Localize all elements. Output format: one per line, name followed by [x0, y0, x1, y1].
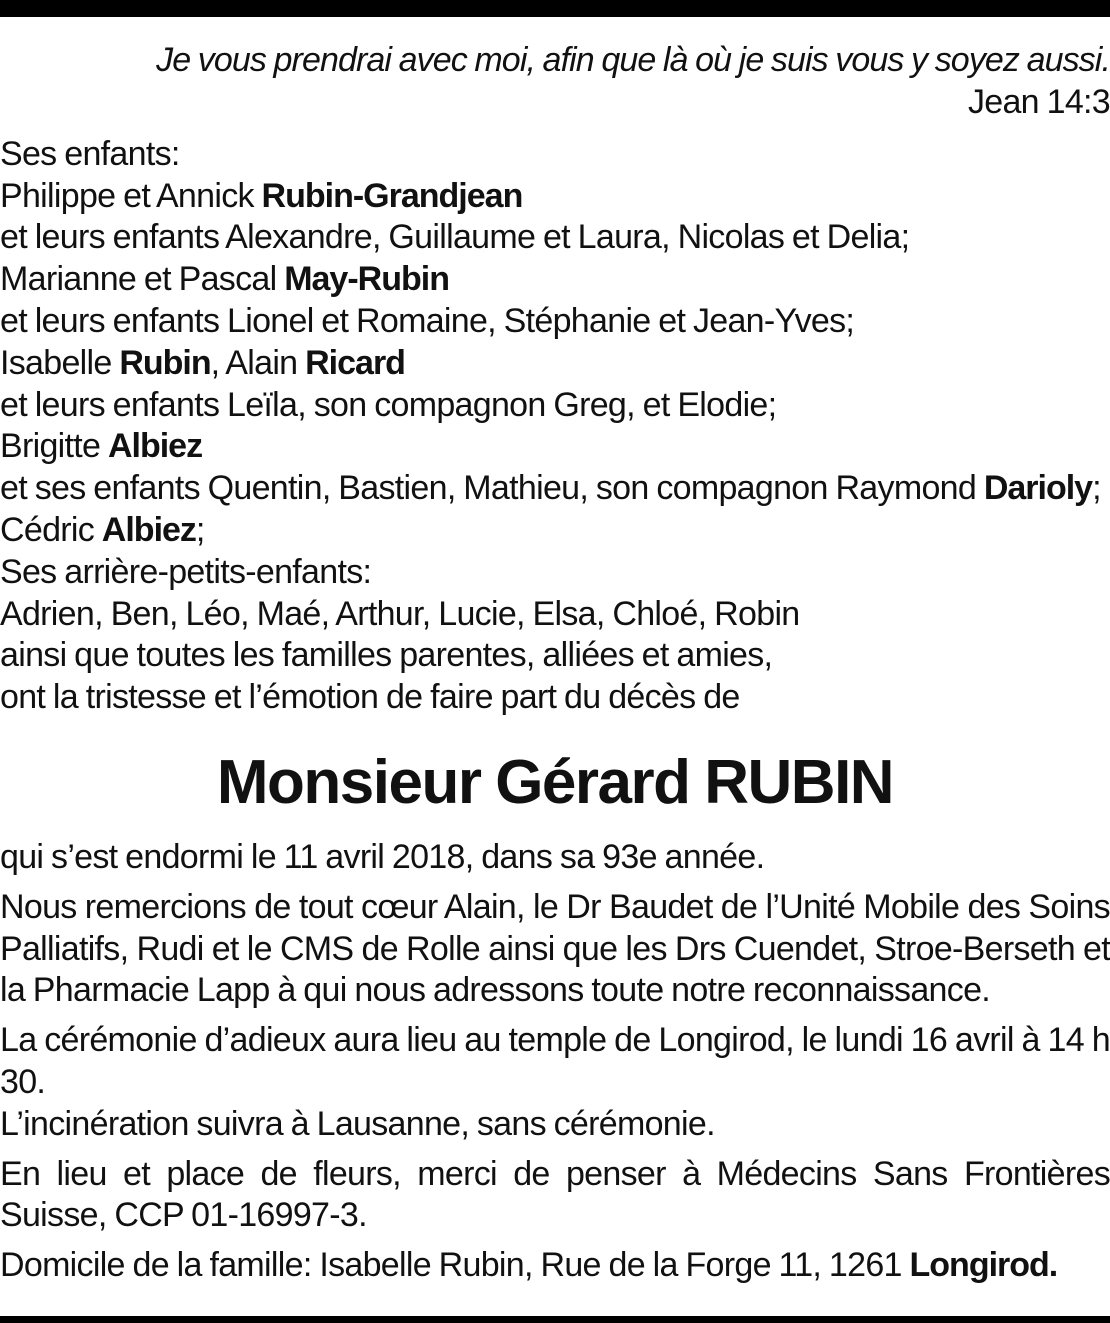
- family-text: ;: [195, 510, 205, 549]
- family-line: [0, 426, 1110, 468]
- bible-reference: Jean 14:3: [967, 82, 1110, 121]
- obituary-notice: [0, 40, 1110, 1295]
- family-surname: Darioly: [983, 469, 1093, 508]
- great-grandchildren-heading: Ses arrière-petits-enfants:: [0, 552, 372, 591]
- domicile-text: Domicile de la famille: Isabelle Rubin, Rue de la Forge 11, 1261: [0, 1246, 910, 1285]
- family-surname: May-Rubin: [284, 260, 449, 299]
- flowers-paragraph: En lieu et place de fleurs, merci de penser à Médecins Sans Frontières Suisse, CCP 01-16997-3.: [0, 1154, 1110, 1235]
- death-notice: qui s’est endormi le 11 avril 2018, dans sa 93e année.: [0, 837, 765, 876]
- family-text: Cédric: [0, 510, 102, 549]
- deceased-name: Monsieur Gérard RUBIN: [216, 747, 894, 817]
- top-rule: [0, 0, 1110, 17]
- bottom-rule: [0, 1316, 1110, 1323]
- family-surname: Rubin-Grandjean: [261, 176, 523, 215]
- family-line: et leurs enfants Leïla, son compagnon Greg, et Elodie;: [0, 385, 777, 424]
- family-line: et leurs enfants Alexandre, Guillaume et Laura, Nicolas et Delia;: [0, 218, 910, 257]
- domicile-paragraph: [0, 1245, 1110, 1287]
- family-surname: Ricard: [305, 343, 405, 382]
- family-line: ainsi que toutes les familles parentes, alliées et amies,: [0, 636, 773, 675]
- family-text: , Alain: [210, 343, 306, 382]
- domicile-town: Longirod.: [909, 1246, 1058, 1285]
- thanks-paragraph: Nous remercions de tout cœur Alain, le Dr Baudet de l’Unité Mobile des Soins Palliatifs, Rudi et le CMS de Rolle ainsi que les Drs Cuendet, Stroe-Berseth et la Pharmacie Lapp à qui nous adressons toute notre reconnaissance.: [0, 887, 1110, 1010]
- bible-quote: Je vous prendrai avec moi, afin que là où je suis vous y soyez aussi.: [156, 41, 1110, 79]
- children-heading: Ses enfants:: [0, 134, 180, 173]
- family-text: Isabelle: [0, 343, 120, 382]
- cremation-paragraph: L’incinération suivra à Lausanne, sans cérémonie.: [0, 1104, 715, 1143]
- family-line: et leurs enfants Lionel et Romaine, Stéphanie et Jean-Yves;: [0, 301, 855, 340]
- family-text: Brigitte: [0, 427, 108, 466]
- family-surname: Albiez: [101, 510, 196, 549]
- family-line: [0, 176, 1110, 218]
- family-line: [0, 510, 1110, 552]
- family-surname: Albiez: [107, 427, 203, 466]
- ceremony-paragraph: La cérémonie d’adieux aura lieu au temple de Longirod, le lundi 16 avril à 14 h 30.: [0, 1021, 1110, 1101]
- family-line: [0, 468, 1110, 510]
- family-line: [0, 343, 1110, 385]
- family-line: [0, 259, 1110, 301]
- family-line: ont la tristesse et l’émotion de faire part du décès de: [0, 678, 740, 717]
- family-text: Marianne et Pascal: [0, 260, 285, 299]
- family-surname: Rubin: [119, 343, 211, 382]
- family-text: Philippe et Annick: [0, 176, 262, 215]
- family-list: [0, 134, 1110, 719]
- family-text: ;: [1092, 469, 1101, 508]
- family-text: et ses enfants Quentin, Bastien, Mathieu, son compagnon Raymond: [0, 469, 984, 508]
- family-line: Adrien, Ben, Léo, Maé, Arthur, Lucie, Elsa, Chloé, Robin: [0, 594, 800, 633]
